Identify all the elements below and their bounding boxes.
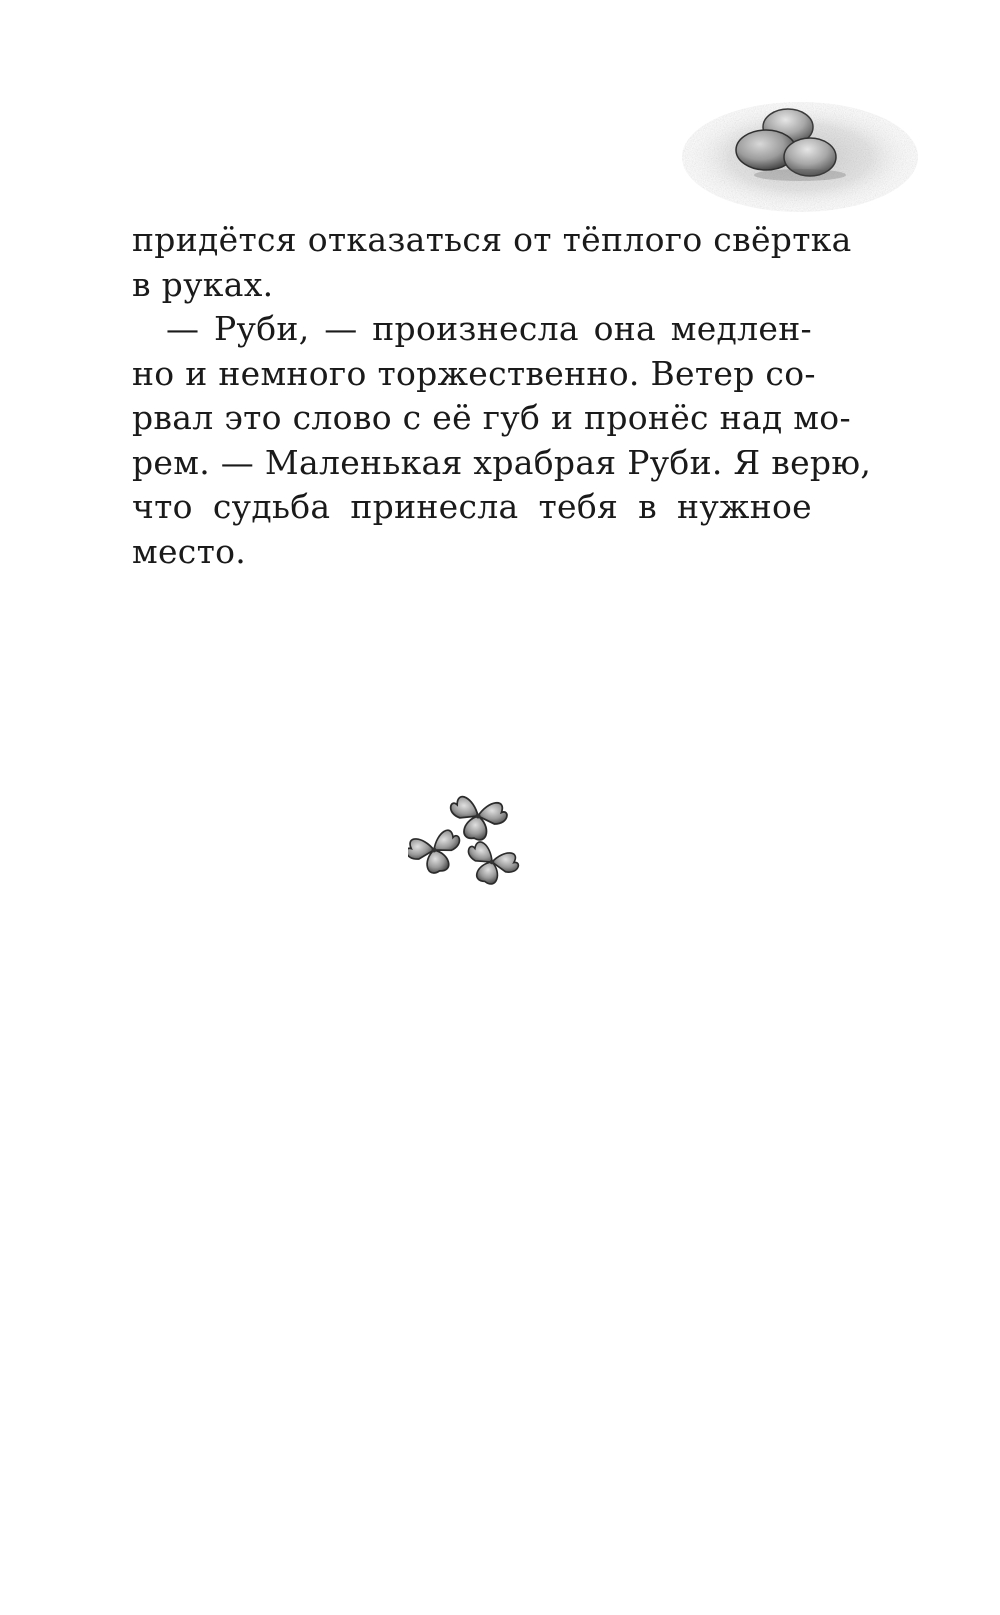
text-line: что судьба принесла тебя в нужное [132, 487, 812, 526]
text-line: — Руби, — произнесла она медлен- [166, 309, 812, 348]
text-line: в руках. [132, 264, 274, 304]
paragraph-1 [132, 218, 852, 307]
text-line: придётся отказаться от тёплого свёртка [132, 220, 852, 259]
stones-illustration [680, 95, 920, 220]
text-line: рем. — Маленькая храбрая Руби. Я верю, [132, 442, 872, 482]
text-line: рвал это слово с её губ и пронёс над мо- [132, 398, 851, 437]
text-line: но и немного торжественно. Ветер со- [132, 353, 816, 393]
paragraph-2 [132, 307, 872, 574]
body-text [132, 218, 872, 574]
clover-illustration [408, 790, 538, 910]
text-line: место. [132, 531, 247, 571]
